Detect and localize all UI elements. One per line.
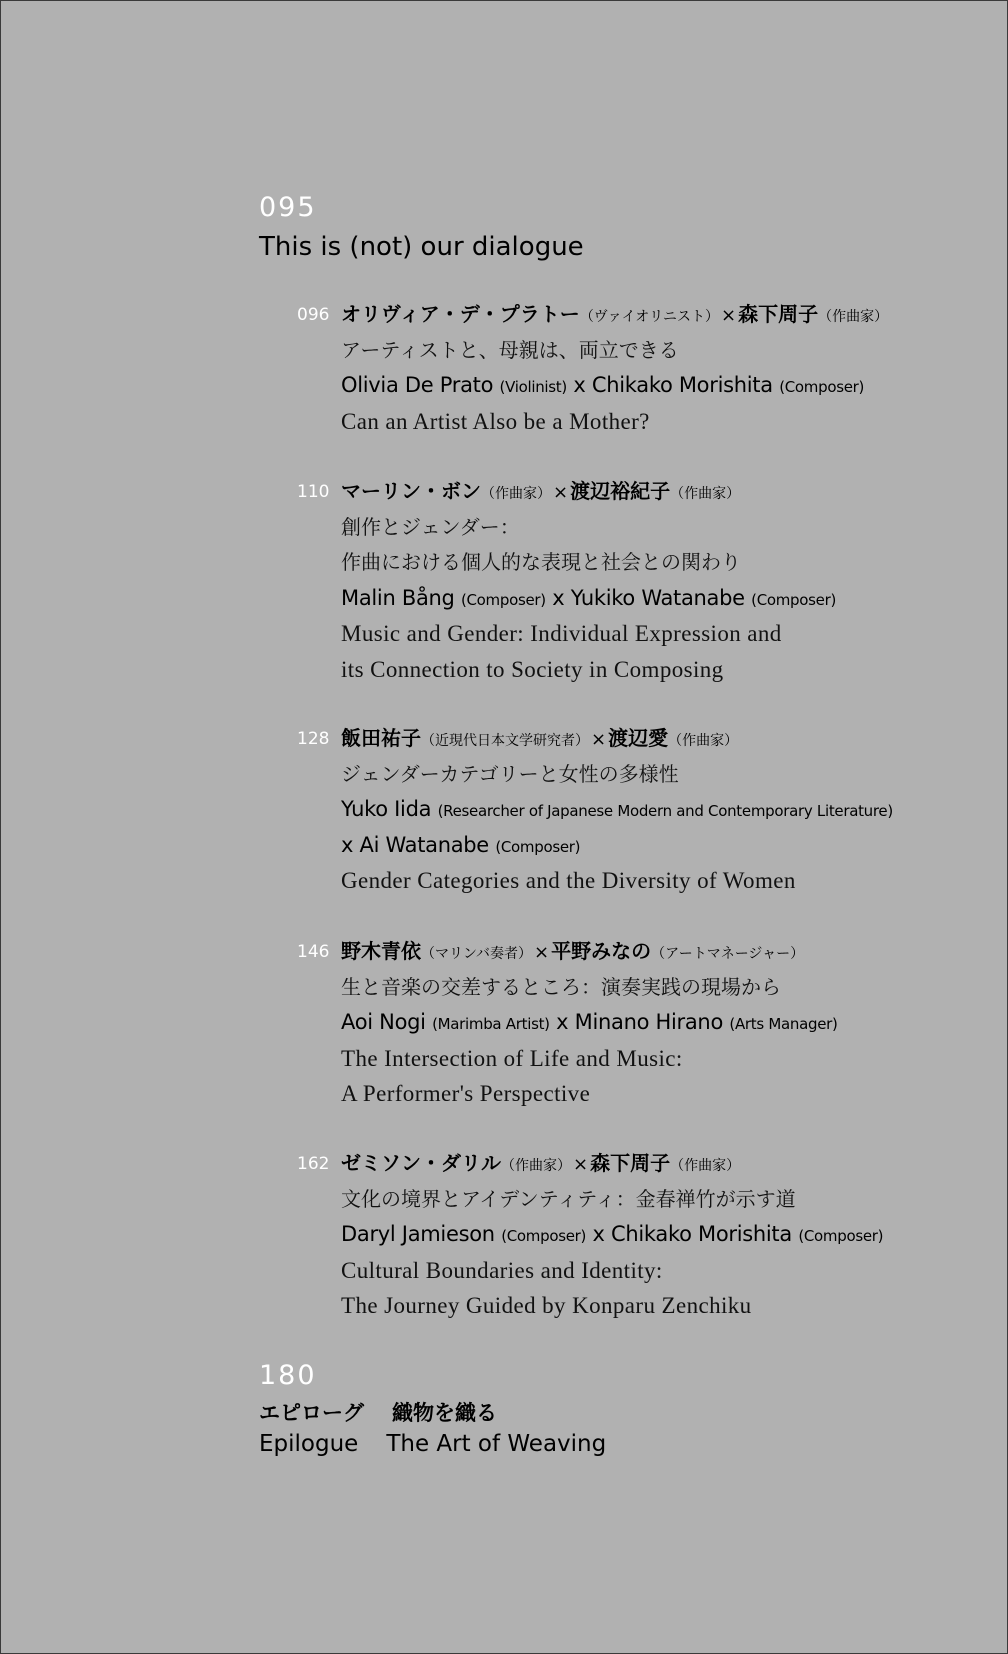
section-number: 095 xyxy=(259,192,317,223)
en-name-1: Aoi Nogi xyxy=(341,1010,426,1034)
jp-name-2: 森下周子 xyxy=(590,1151,671,1175)
jp-name-2: 森下周子 xyxy=(738,302,819,326)
jp-role-1: （作曲家） xyxy=(501,1158,571,1174)
en-role-2: (Composer) xyxy=(779,378,865,396)
jp-name-2: 平野みなの xyxy=(551,939,652,963)
jp-separator: × xyxy=(720,305,737,326)
entry-jp-names xyxy=(341,297,991,333)
en-name-2: Chikako Morishita xyxy=(591,373,773,397)
entry-jp-names xyxy=(341,1146,991,1182)
entry-jp-title: 文化の境界とアイデンティティ：金春禅竹が示す道 xyxy=(341,1186,796,1211)
jp-name-1: マーリン・ボン xyxy=(341,479,481,503)
entry-en-names xyxy=(341,1217,991,1253)
entry-en-names xyxy=(341,581,991,617)
en-role-2: (Arts Manager) xyxy=(729,1015,838,1033)
en-separator: x xyxy=(552,585,565,610)
entry-jp-names xyxy=(341,934,991,970)
en-name-1: Daryl Jamieson xyxy=(341,1222,495,1246)
entry-en-title-line-1: The Intersection of Life and Music: xyxy=(341,1045,683,1071)
en-separator: x xyxy=(573,373,586,397)
en-separator: x xyxy=(341,832,354,857)
jp-separator: × xyxy=(591,729,607,750)
entry-en-names-line-2 xyxy=(341,828,991,864)
jp-name-1: オリヴィア・デ・プラトー xyxy=(341,302,580,326)
jp-name-1: 飯田祐子 xyxy=(341,726,421,750)
jp-separator: × xyxy=(573,1154,589,1175)
en-role-1: (Composer) xyxy=(501,1227,587,1245)
epilogue-jp-title: 織物を織る xyxy=(392,1401,497,1425)
jp-role-1: （ヴァイオリニスト） xyxy=(579,309,719,325)
entry-en-names-line-1 xyxy=(341,792,991,828)
jp-name-1: ゼミソン・ダリル xyxy=(341,1151,501,1175)
epilogue-jp-label: エピローグ xyxy=(259,1401,364,1425)
jp-role-2: （作曲家） xyxy=(670,1158,741,1174)
en-separator: x xyxy=(592,1222,605,1246)
jp-name-2: 渡辺裕紀子 xyxy=(570,479,671,503)
en-name-1: Yuko Iida xyxy=(341,797,432,821)
jp-role-2: （アートマネージャー） xyxy=(651,946,805,962)
epilogue-jp-heading[interactable] xyxy=(259,1397,497,1427)
jp-role-2: （作曲家） xyxy=(670,486,741,502)
epilogue-page-number: 180 xyxy=(259,1360,317,1391)
en-name-2: Minano Hirano xyxy=(574,1010,723,1034)
entry-page-number: 128 xyxy=(297,729,330,749)
entry-en-title-line-2: The Journey Guided by Konparu Zenchiku xyxy=(341,1293,752,1318)
entry-jp-title-line-1: 創作とジェンダー： xyxy=(341,514,520,539)
epilogue-en-heading[interactable] xyxy=(259,1431,606,1457)
jp-name-1: 野木青依 xyxy=(341,939,421,963)
entry-en-title-line-1: Cultural Boundaries and Identity: xyxy=(341,1257,663,1283)
entry-jp-title: ジェンダーカテゴリーと女性の多様性 xyxy=(341,761,679,786)
jp-role-1: （マリンバ奏者） xyxy=(421,946,533,962)
entry-en-title: Gender Categories and the Diversity of Women xyxy=(341,868,796,893)
entry-jp-names xyxy=(341,474,991,510)
entry-page-number: 096 xyxy=(297,305,330,325)
entry-jp-title-line-2: 作曲における個人的な表現と社会との関わり xyxy=(341,550,741,574)
en-separator: x xyxy=(556,1010,569,1034)
entry-jp-title: 生と音楽の交差するところ：演奏実践の現場から xyxy=(341,974,781,999)
en-role-2: (Composer) xyxy=(495,837,581,856)
en-name-2: Chikako Morishita xyxy=(611,1222,792,1246)
entry-en-title-line-2: its Connection to Society in Composing xyxy=(341,656,724,682)
en-role-1: (Violinist) xyxy=(499,378,567,396)
entry-en-title-line-1: Music and Gender: Individual Expression and xyxy=(341,621,782,646)
entry-jp-names xyxy=(341,721,991,757)
jp-name-2: 渡辺愛 xyxy=(608,726,669,750)
en-role-2: (Composer) xyxy=(751,590,837,609)
entry-en-names xyxy=(341,1005,991,1041)
jp-role-1: （近現代日本文学研究者） xyxy=(421,733,589,749)
jp-role-2: （作曲家） xyxy=(668,733,739,749)
jp-separator: × xyxy=(553,482,569,503)
epilogue-en-title: The Art of Weaving xyxy=(386,1431,607,1457)
en-name-2: Yukiko Watanabe xyxy=(570,585,745,610)
en-role-1: (Researcher of Japanese Modern and Contemporary Literature) xyxy=(437,802,893,820)
en-role-1: (Marimba Artist) xyxy=(432,1015,550,1033)
en-role-1: (Composer) xyxy=(460,590,546,609)
jp-role-1: （作曲家） xyxy=(481,486,551,502)
entry-page-number: 146 xyxy=(297,942,330,962)
en-name-1: Olivia De Prato xyxy=(341,373,494,397)
entry-en-title-line-2: A Performer's Perspective xyxy=(341,1081,591,1106)
entry-page-number: 110 xyxy=(297,482,330,502)
jp-role-2: （作曲家） xyxy=(818,309,889,325)
entry-en-title: Can an Artist Also be a Mother? xyxy=(341,408,650,434)
en-name-2: Ai Watanabe xyxy=(359,832,489,857)
entry-page-number: 162 xyxy=(297,1154,330,1174)
jp-separator: × xyxy=(534,942,550,963)
entry-en-names xyxy=(341,368,991,404)
section-title: This is (not) our dialogue xyxy=(259,232,584,262)
en-name-1: Malin Bång xyxy=(341,585,455,610)
entry-jp-title: アーティストと、母親は、両立できる xyxy=(341,337,679,362)
epilogue-en-label: Epilogue xyxy=(259,1431,359,1457)
en-role-2: (Composer) xyxy=(798,1227,884,1245)
